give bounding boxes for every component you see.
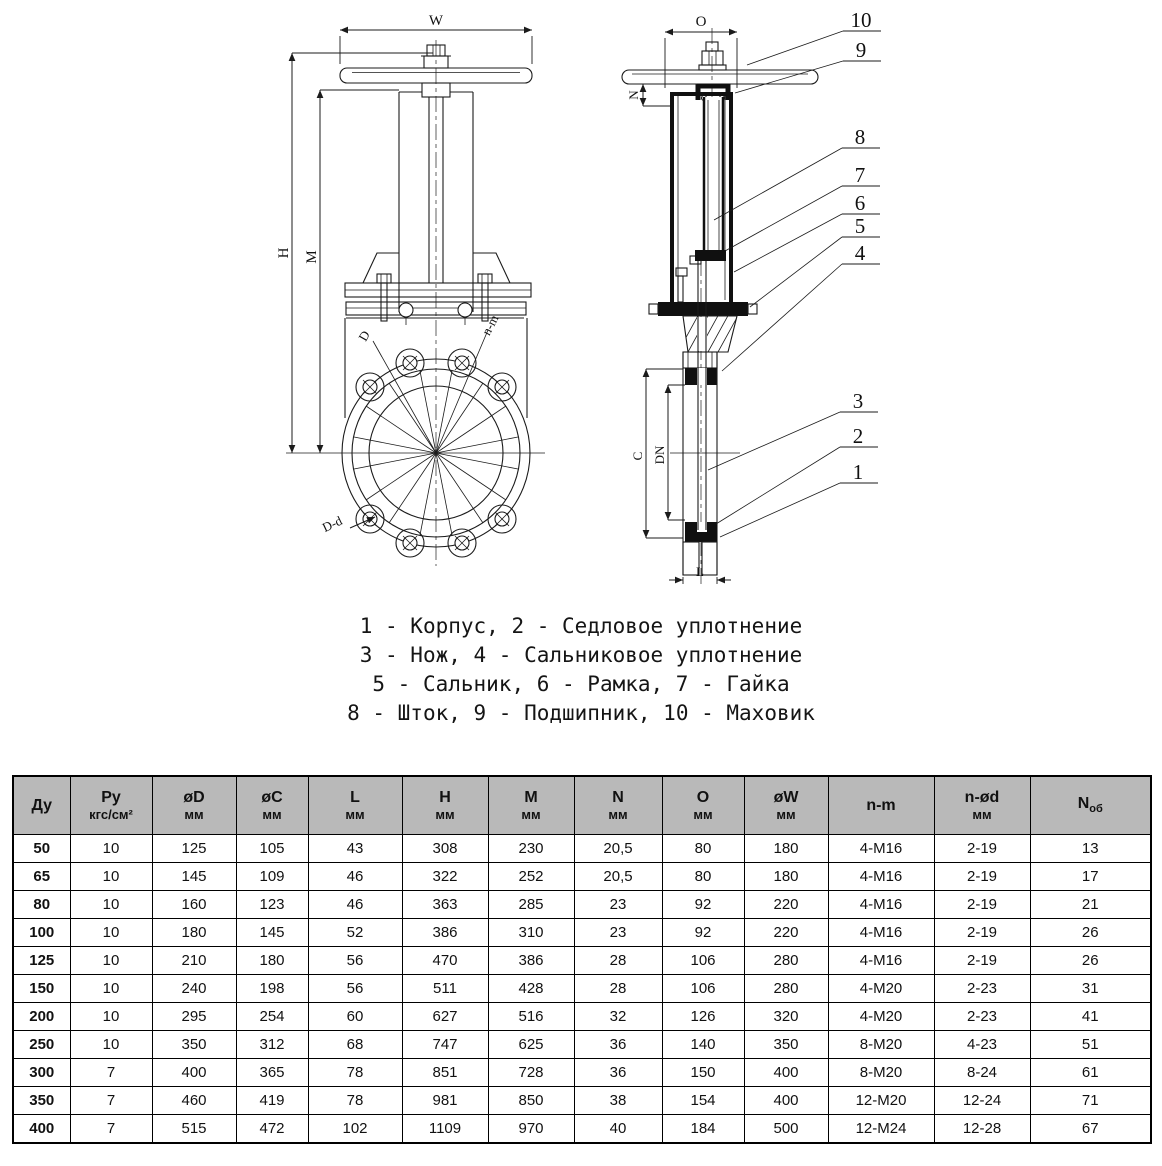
table-cell: 2-19 [934,919,1030,947]
table-cell: 20,5 [574,863,662,891]
table-cell: 7 [70,1087,152,1115]
table-row [13,1003,1151,1031]
table-cell: 105 [236,835,308,863]
table-cell: 300 [13,1059,70,1087]
table-cell: 80 [662,863,744,891]
table-cell: 10 [70,1031,152,1059]
knife-pin [458,303,472,317]
column-header: n-ød мм [934,776,1030,835]
table-cell: 312 [236,1031,308,1059]
table-cell: 2-19 [934,835,1030,863]
table-cell: 350 [152,1031,236,1059]
table-cell: 627 [402,1003,488,1031]
table-cell: 125 [152,835,236,863]
table-cell: 10 [70,919,152,947]
column-header: O мм [662,776,744,835]
label-bolt-circle-d: D [355,327,373,344]
table-cell: 515 [152,1115,236,1144]
table-cell: 2-19 [934,891,1030,919]
table-cell: 308 [402,835,488,863]
table-cell: 28 [574,947,662,975]
table-cell: 125 [13,947,70,975]
stem-tube [704,97,723,253]
table-cell: 254 [236,1003,308,1031]
table-row [13,1059,1151,1087]
column-header: $N_{об}$ [1030,776,1151,835]
table-cell: 10 [70,863,152,891]
table-cell: 4-M16 [828,947,934,975]
stem-cap [695,250,726,261]
table-cell: 126 [662,1003,744,1031]
table-cell: 310 [488,919,574,947]
table-cell: 252 [488,863,574,891]
table-cell: 28 [574,975,662,1003]
table-cell: 4-23 [934,1031,1030,1059]
table-cell: 4-M16 [828,919,934,947]
table-cell: 728 [488,1059,574,1087]
table-cell: 1109 [402,1115,488,1144]
table-cell: 80 [662,835,744,863]
table-cell: 747 [402,1031,488,1059]
column-header: øC мм [236,776,308,835]
table-cell: 26 [1030,947,1151,975]
table-cell: 21 [1030,891,1151,919]
dim-label-dn: DN [652,445,667,465]
table-cell: 386 [488,947,574,975]
table-cell: 220 [744,919,828,947]
table-cell: 80 [13,891,70,919]
table-cell: 154 [662,1087,744,1115]
table-cell: 92 [662,919,744,947]
table-cell: 500 [744,1115,828,1144]
table-cell: 981 [402,1087,488,1115]
column-header: øD мм [152,776,236,835]
table-cell: 92 [662,891,744,919]
table-cell: 8-M20 [828,1059,934,1087]
table-cell: 350 [744,1031,828,1059]
table-cell: 106 [662,947,744,975]
table-cell: 51 [1030,1031,1151,1059]
callout-3: 3 [852,389,864,413]
table-cell: 460 [152,1087,236,1115]
table-cell: 10 [70,975,152,1003]
callout-10: 10 [850,8,872,32]
table-cell: 26 [1030,919,1151,947]
table-cell: 102 [308,1115,402,1144]
o-dimension [665,14,737,88]
table-cell: 970 [488,1115,574,1144]
table-row [13,863,1151,891]
legend-line: 3 - Нож, 4 - Сальниковое уплотнение [359,643,803,667]
table-cell: 850 [488,1087,574,1115]
gland-flange [649,302,757,316]
callout-5: 5 [854,214,866,238]
table-cell: 419 [236,1087,308,1115]
table-cell: 12-28 [934,1115,1030,1144]
table-cell: 7 [70,1115,152,1144]
callout-4: 4 [854,241,866,265]
table-cell: 280 [744,947,828,975]
table-cell: 140 [662,1031,744,1059]
table-cell: 180 [744,835,828,863]
table-row [13,835,1151,863]
table-cell: 4-M20 [828,1003,934,1031]
table-cell: 400 [13,1115,70,1144]
table-cell: 46 [308,863,402,891]
table-cell: 295 [152,1003,236,1031]
column-header: H мм [402,776,488,835]
table-cell: 2-23 [934,1003,1030,1031]
table-cell: 428 [488,975,574,1003]
dim-label-n: N [626,90,641,100]
callout-8: 8 [854,125,866,149]
table-cell: 145 [152,863,236,891]
table-cell: 4-M16 [828,835,934,863]
table-cell: 109 [236,863,308,891]
callout-9: 9 [855,38,867,62]
table-row [13,975,1151,1003]
gland-bolt [377,274,391,283]
dn-dimension [652,385,685,520]
spec-table [12,775,1152,1144]
table-cell: 23 [574,891,662,919]
table-cell: 46 [308,891,402,919]
table-cell: 472 [236,1115,308,1144]
table-cell: 625 [488,1031,574,1059]
table-cell: 285 [488,891,574,919]
table-cell: 20,5 [574,835,662,863]
table-cell: 50 [13,835,70,863]
table-cell: 67 [1030,1115,1151,1144]
table-cell: 350 [13,1087,70,1115]
table-cell: 386 [402,919,488,947]
table-cell: 4-M20 [828,975,934,1003]
legend-line: 5 - Сальник, 6 - Рамка, 7 - Гайка [372,672,790,696]
body-flange [286,312,545,557]
table-cell: 250 [13,1031,70,1059]
callout-7: 7 [854,163,866,187]
table-cell: 184 [662,1115,744,1144]
table-cell: 65 [13,863,70,891]
table-cell: 320 [744,1003,828,1031]
table-row [13,1115,1151,1144]
table-cell: 23 [574,919,662,947]
table-cell: 10 [70,835,152,863]
handwheel-side [622,42,818,101]
parts-legend [0,612,1162,728]
table-cell: 2-19 [934,863,1030,891]
table-cell: 10 [70,1003,152,1031]
dim-label-l: L [696,564,704,579]
table-cell: 198 [236,975,308,1003]
column-header: Ру кгс/см² [70,776,152,835]
table-cell: 516 [488,1003,574,1031]
h-dimension [276,53,433,453]
front-view [276,13,545,566]
table-cell: 78 [308,1087,402,1115]
dim-label-w: W [428,13,444,29]
table-cell: 56 [308,947,402,975]
column-header: øW мм [744,776,828,835]
stem-nut [702,51,723,65]
table-cell: 511 [402,975,488,1003]
callout-6: 6 [854,191,866,215]
table-cell: 40 [574,1115,662,1144]
table-cell: 150 [13,975,70,1003]
table-row [13,891,1151,919]
table-cell: 13 [1030,835,1151,863]
table-cell: 160 [152,891,236,919]
table-cell: 230 [488,835,574,863]
stuffing-box-neck [678,312,750,352]
column-header: N мм [574,776,662,835]
table-cell: 851 [402,1059,488,1087]
column-header: M мм [488,776,574,835]
table-cell: 150 [662,1059,744,1087]
table-cell: 41 [1030,1003,1151,1031]
knife-pin [399,303,413,317]
table-row [13,947,1151,975]
table-cell: 12-M24 [828,1115,934,1144]
table-cell: 470 [402,947,488,975]
spec-table-head [13,776,1151,835]
table-cell: 60 [308,1003,402,1031]
table-row [13,1087,1151,1115]
table-cell: 123 [236,891,308,919]
table-cell: 10 [70,891,152,919]
table-cell: 180 [744,863,828,891]
legend-line: 1 - Корпус, 2 - Седловое уплотнение [359,614,803,638]
table-cell: 32 [574,1003,662,1031]
table-cell: 200 [13,1003,70,1031]
table-cell: 100 [13,919,70,947]
table-cell: 106 [662,975,744,1003]
spec-table-body [13,835,1151,1144]
table-cell: 220 [744,891,828,919]
table-cell: 4-M16 [828,891,934,919]
table-row [13,1031,1151,1059]
table-cell: 8-M20 [828,1031,934,1059]
callouts [708,8,881,537]
m-dimension [304,90,399,453]
table-cell: 400 [744,1087,828,1115]
column-header: L мм [308,776,402,835]
table-cell: 400 [744,1059,828,1087]
header-row [13,776,1151,835]
table-cell: 365 [236,1059,308,1087]
table-cell: 180 [236,947,308,975]
side-view [622,8,881,586]
table-cell: 71 [1030,1087,1151,1115]
callout-1: 1 [852,460,864,484]
table-cell: 52 [308,919,402,947]
dim-label-o: O [695,14,707,30]
table-cell: 78 [308,1059,402,1087]
table-cell: 400 [152,1059,236,1087]
table-cell: 36 [574,1059,662,1087]
gland-bolt [478,274,492,283]
table-cell: 17 [1030,863,1151,891]
table-cell: 31 [1030,975,1151,1003]
table-cell: 180 [152,919,236,947]
dim-label-c: C [630,451,645,461]
table-cell: 68 [308,1031,402,1059]
table-cell: 7 [70,1059,152,1087]
table-cell: 36 [574,1031,662,1059]
table-cell: 363 [402,891,488,919]
label-d-d: D-d [319,512,345,535]
table-cell: 2-23 [934,975,1030,1003]
dim-label-h: H [276,247,292,259]
table-cell: 4-M16 [828,863,934,891]
table-cell: 12-24 [934,1087,1030,1115]
table-cell: 322 [402,863,488,891]
table-cell: 56 [308,975,402,1003]
table-cell: 8-24 [934,1059,1030,1087]
table-cell: 61 [1030,1059,1151,1087]
label-n-m: n-m [478,312,502,338]
l-dimension [669,564,731,584]
table-cell: 280 [744,975,828,1003]
table-cell: 38 [574,1087,662,1115]
table-row [13,919,1151,947]
table-cell: 2-19 [934,947,1030,975]
column-header: Ду [13,776,70,835]
table-cell: 12-M20 [828,1087,934,1115]
table-cell: 10 [70,947,152,975]
table-cell: 240 [152,975,236,1003]
table-cell: 43 [308,835,402,863]
table-cell: 210 [152,947,236,975]
legend-line: 8 - Шток, 9 - Подшипник, 10 - Маховик [347,701,815,725]
callout-2: 2 [852,424,864,448]
table-cell: 145 [236,919,308,947]
column-header: n-m [828,776,934,835]
dim-label-m: M [304,250,320,264]
